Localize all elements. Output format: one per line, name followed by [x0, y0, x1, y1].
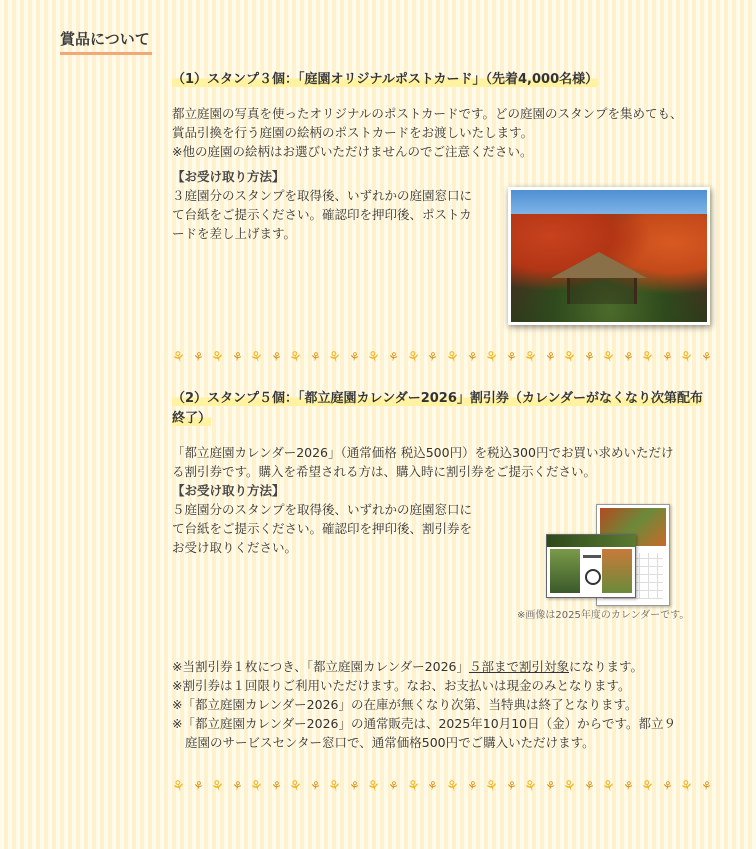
maple-leaf-icon: ⚘: [621, 349, 635, 365]
maple-leaf-icon: ⚘: [404, 775, 423, 797]
maple-leaf-icon: ⚘: [621, 778, 635, 794]
item2-method-line: ５庭園分のスタンプを取得後、いずれかの庭園窓口に: [172, 502, 473, 517]
maple-leaf-icon: ⚘: [191, 778, 205, 794]
item1-heading: （1）スタンプ３個：「庭園オリジナルポストカード」（先着4,000名様）: [172, 72, 599, 87]
leaf-divider: [169, 346, 714, 368]
maple-leaf-icon: ⚘: [521, 346, 540, 368]
arbor-pillars-shape: [567, 278, 637, 304]
discount-target-link[interactable]: ５部まで割引対象: [468, 659, 569, 674]
item2-method-line: て台紙をご提示ください。確認印を押印後、割引券を: [172, 521, 473, 536]
maple-leaf-icon: ⚘: [504, 349, 518, 365]
maple-leaf-icon: ⚘: [482, 775, 501, 797]
maple-leaf-icon: ⚘: [582, 778, 596, 794]
maple-leaf-icon: ⚘: [191, 349, 205, 365]
maple-leaf-icon: ⚘: [443, 346, 462, 368]
maple-leaf-icon: ⚘: [404, 346, 423, 368]
item1-method-label: 【お受け取り方法】: [172, 169, 285, 184]
maple-leaf-icon: ⚘: [504, 778, 518, 794]
maple-leaf-icon: ⚘: [248, 775, 266, 797]
item2-desc-line: る割引券です。購入を希望される方は、購入時に割引券をご提示ください。: [172, 464, 597, 479]
maple-leaf-icon: ⚘: [639, 775, 657, 797]
maple-leaf-icon: ⚘: [287, 346, 305, 368]
maple-leaf-icon: ⚘: [678, 346, 696, 368]
maple-leaf-icon: ⚘: [248, 346, 266, 368]
garden-arbor-photo: [508, 187, 710, 325]
maple-leaf-icon: ⚘: [660, 349, 674, 365]
maple-leaf-icon: ⚘: [269, 778, 283, 794]
maple-leaf-icon: ⚘: [521, 775, 540, 797]
maple-leaf-icon: ⚘: [387, 778, 401, 794]
item1-desc-line: ※他の庭園の絵柄はお選びいただけませんのでご注意ください。: [172, 144, 533, 159]
maple-leaf-icon: ⚘: [560, 346, 579, 368]
note-line-4-cont: 庭園のサービスセンター窓口で、通常価格500円でご購入いただけます。: [185, 735, 595, 750]
maple-leaf-icon: ⚘: [482, 346, 501, 368]
maple-leaf-icon: ⚘: [543, 778, 557, 794]
maple-leaf-icon: ⚘: [287, 775, 305, 797]
calendar-cover: [546, 534, 636, 598]
maple-leaf-icon: ⚘: [426, 778, 440, 794]
prize-content: [169, 70, 714, 797]
maple-leaf-icon: ⚘: [348, 778, 362, 794]
maple-leaf-icon: ⚘: [699, 349, 714, 365]
item1-method-line: ードを差し上げます。: [172, 226, 297, 241]
maple-leaf-icon: ⚘: [169, 775, 188, 797]
note-line-3: ※「都立庭園カレンダー2026」の在庫が無くなり次第、当特典は終了となります。: [172, 697, 638, 712]
calendar-cover-title-bar: [583, 555, 601, 558]
maple-leaf-icon: ⚘: [387, 349, 401, 365]
note-line-2: ※割引券は１回限りご利用いただけます。なお、お支払いは現金のみとなります。: [172, 678, 631, 693]
maple-leaf-icon: ⚘: [326, 346, 344, 368]
item2-method-line: お受け取りください。: [172, 540, 298, 555]
item2-desc-line: 「都立庭園カレンダー2026」（通常価格 税込500円）を税込300円でお買い求めいただけ: [172, 445, 674, 460]
calendar-seal-icon: [585, 569, 601, 585]
maple-leaf-icon: ⚘: [230, 349, 244, 365]
maple-leaf-icon: ⚘: [465, 778, 479, 794]
maple-leaf-icon: ⚘: [599, 775, 618, 797]
maple-leaf-icon: ⚘: [365, 775, 384, 797]
maple-leaf-icon: ⚘: [660, 778, 674, 794]
maple-leaf-icon: ⚘: [639, 346, 657, 368]
maple-leaf-icon: ⚘: [269, 349, 283, 365]
maple-leaf-icon: ⚘: [426, 349, 440, 365]
maple-leaf-icon: ⚘: [560, 775, 579, 797]
maple-leaf-icon: ⚘: [208, 775, 227, 797]
maple-leaf-icon: ⚘: [309, 778, 323, 794]
maple-leaf-icon: ⚘: [599, 346, 618, 368]
maple-leaf-icon: ⚘: [699, 778, 714, 794]
item2-heading-cont: 終了）: [172, 411, 212, 426]
maple-leaf-icon: ⚘: [348, 349, 362, 365]
calendar-cover-photo-left: [550, 549, 580, 593]
note-line-1: ※当割引券１枚につき、「都立庭園カレンダー2026」５部まで割引対象になります。: [172, 659, 644, 674]
maple-leaf-icon: ⚘: [365, 346, 384, 368]
maple-leaf-icon: ⚘: [678, 775, 696, 797]
item1-desc-line: 賞品引換を行う庭園の絵柄のポストカードをお渡しいたします。: [172, 125, 534, 140]
maple-leaf-icon: ⚘: [465, 349, 479, 365]
item1-desc-line: 都立庭園の写真を使ったオリジナルのポストカードです。どの庭園のスタンプを集めても、: [172, 106, 683, 121]
maple-leaf-icon: ⚘: [230, 778, 244, 794]
item2-heading: （2）スタンプ５個：「都立庭園カレンダー2026」割引券（カレンダーがなくなり次第配布: [172, 391, 704, 406]
note-line-4: ※「都立庭園カレンダー2026」の通常販売は、2025年10月10日（金）からです。都立９: [172, 716, 676, 731]
maple-leaf-icon: ⚘: [208, 346, 227, 368]
maple-leaf-icon: ⚘: [443, 775, 462, 797]
maple-leaf-icon: ⚘: [326, 775, 344, 797]
item1-method-line: て台紙をご提示ください。確認印を押印後、ポストカ: [172, 207, 472, 222]
maple-leaf-icon: ⚘: [582, 349, 596, 365]
calendar-cover-photo-right: [602, 549, 632, 593]
image-caption: ※画像は2025年度のカレンダーです。: [517, 610, 690, 621]
item1-method-line: ３庭園分のスタンプを取得後、いずれかの庭園窓口に: [172, 188, 473, 203]
calendar-cover-band: [547, 535, 635, 547]
maple-leaf-icon: ⚘: [309, 349, 323, 365]
maple-leaf-icon: ⚘: [169, 346, 188, 368]
thatched-roof-shape: [551, 252, 647, 278]
item2-method-label: 【お受け取り方法】: [172, 483, 285, 498]
section-title: 賞品について: [60, 28, 152, 55]
maple-leaf-icon: ⚘: [543, 349, 557, 365]
leaf-divider: [169, 775, 714, 797]
